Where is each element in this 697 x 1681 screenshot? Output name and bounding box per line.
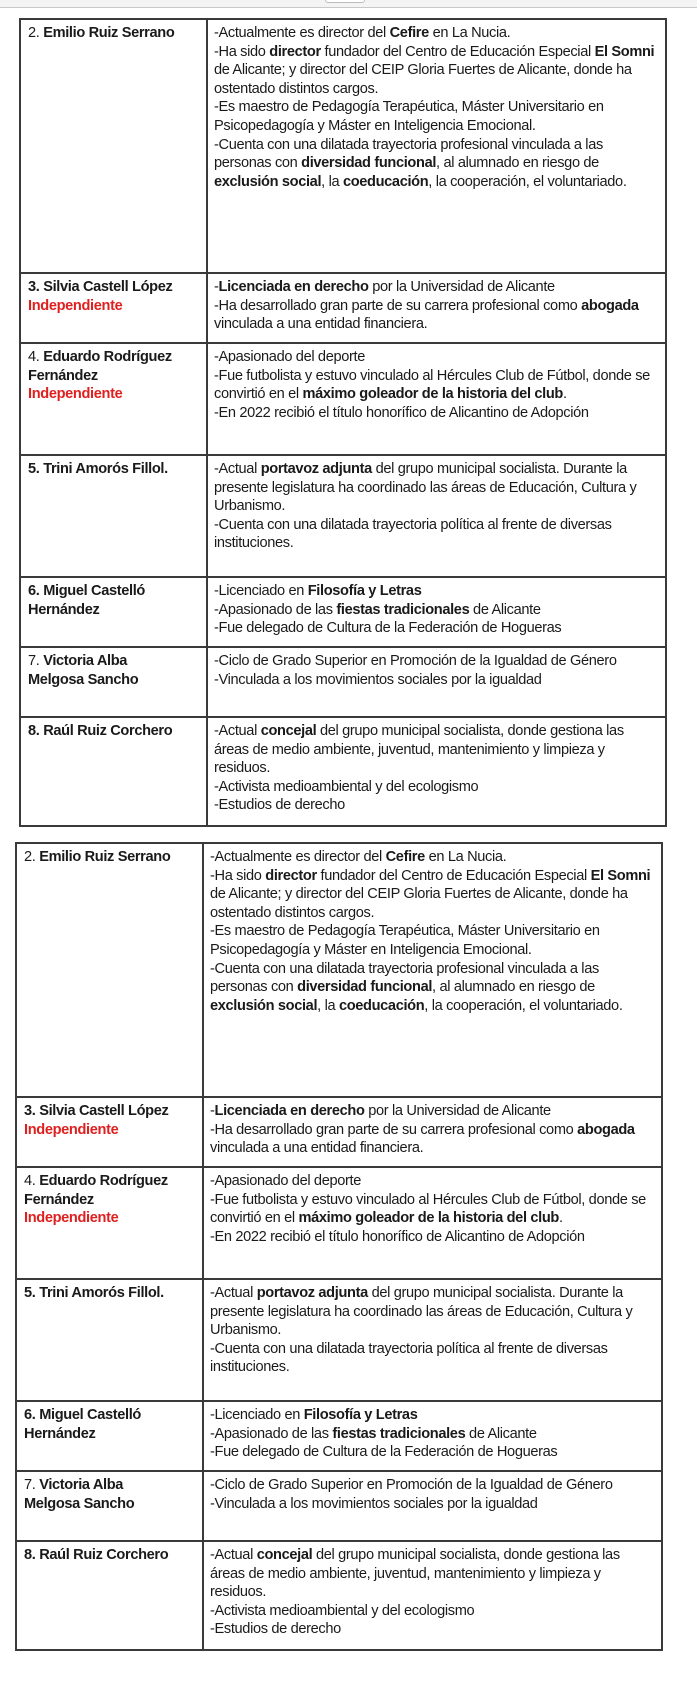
- bio-text: en La Nucia.: [428, 25, 511, 41]
- bio-text: -En 2022 recibió el título honorífico de Alicantino de Adopción: [210, 1228, 585, 1245]
- candidate-name-cell: [16, 1401, 203, 1471]
- bio-line: [214, 297, 658, 334]
- bio-line: [214, 24, 658, 43]
- bio-text: -Cuenta con una dilatada trayectoria profesional vinculada a las personas con: [210, 960, 599, 996]
- candidate-bio-cell: [207, 273, 666, 343]
- party-affiliation-label: Independiente: [24, 1210, 119, 1227]
- bio-text: de Alicante: [465, 1425, 537, 1442]
- candidate-name-text: Trini Amorós Fillol.: [39, 1285, 164, 1301]
- bio-highlight: Filosofía y Letras: [303, 1407, 418, 1423]
- candidate-bio-cell: [203, 1541, 662, 1650]
- candidate-name-cell: [20, 717, 207, 826]
- bio-text: -Fue delegado de Cultura de la Federación de Hogueras: [210, 1444, 558, 1461]
- candidate-number: 5.: [28, 461, 40, 477]
- bio-text: -Vinculada a los movimientos sociales por la igualdad: [214, 671, 542, 688]
- bio-line: [214, 619, 658, 638]
- bio-text: , la cooperación, el voluntariado.: [428, 173, 627, 190]
- bio-highlight: El Somni: [590, 867, 651, 884]
- bio-text: -Ha sido: [214, 43, 270, 60]
- bio-text: de Alicante: [469, 601, 541, 618]
- candidate-number: 4.: [28, 349, 40, 365]
- bio-line: [210, 1102, 654, 1121]
- candidate-name-text: Miguel Castelló: [39, 1407, 141, 1423]
- candidate-bio-cell: [207, 455, 666, 577]
- bio-highlight: coeducación: [342, 173, 429, 190]
- bio-highlight: director: [265, 867, 317, 884]
- bio-line: [214, 778, 658, 797]
- bio-highlight: fiestas tradicionales: [336, 601, 470, 618]
- bio-text: -Actualmente es director del: [210, 849, 386, 865]
- bio-line: [210, 1121, 654, 1158]
- bio-line: [210, 1443, 654, 1462]
- bio-line: [210, 1620, 654, 1639]
- candidate-number: 7.: [28, 653, 40, 669]
- bio-text: , la cooperación, el voluntariado.: [424, 997, 623, 1014]
- candidate-name: [24, 1476, 195, 1513]
- bio-text: -Fue futbolista y estuvo vinculado al Hércules Club de Fútbol, donde se convirtió en el: [210, 1191, 646, 1227]
- candidate-row: [20, 273, 666, 343]
- bio-text: -Activista medioambiental y del ecologismo: [210, 1602, 475, 1619]
- bio-text: -Apasionado del deporte: [210, 1173, 361, 1189]
- bio-line: [214, 367, 658, 404]
- candidate-name: [28, 24, 199, 43]
- bio-text: -Vinculada a los movimientos sociales por la igualdad: [210, 1495, 538, 1512]
- candidate-name-cell: [20, 19, 207, 273]
- bio-highlight: concejal: [256, 1547, 313, 1563]
- bio-text: fundador del Centro de Educación Especial: [316, 867, 591, 884]
- bio-line: [214, 278, 658, 297]
- bio-highlight: Licenciada en derecho: [214, 1103, 365, 1119]
- candidate-row: [16, 1471, 662, 1541]
- bio-highlight: Filosofía y Letras: [307, 583, 422, 599]
- candidate-bio-cell: [207, 19, 666, 273]
- bio-line: [210, 1191, 654, 1228]
- bio-highlight: máximo goleador de la historia del club: [298, 1210, 559, 1227]
- bio-line: [214, 43, 658, 99]
- bio-text: del grupo municipal socialista. Durante la presente legislatura ha coordinado las áreas de Educación, Cultura y Urbanismo.: [214, 461, 637, 515]
- bio-highlight: exclusión social: [214, 173, 322, 190]
- bio-highlight: máximo goleador de la historia del club: [302, 386, 563, 403]
- viewer-top-bar: [0, 0, 697, 8]
- candidate-name: [28, 652, 199, 689]
- bio-text: .: [558, 1210, 563, 1227]
- bio-highlight: portavoz adjunta: [260, 461, 372, 477]
- bio-text: de Alicante; y director del CEIP Gloria Fuertes de Alicante, donde ha ostentado distintos cargos.: [214, 62, 632, 97]
- bio-highlight: Cefire: [389, 25, 429, 41]
- candidate-row: [16, 1279, 662, 1401]
- bio-text: -Ha desarrollado gran parte de su carrera profesional como: [210, 1121, 578, 1138]
- candidate-bio-cell: [207, 647, 666, 717]
- candidates-table-duplicate: [15, 842, 663, 1651]
- candidate-name: [24, 1102, 195, 1121]
- bio-text: de Alicante; y director del CEIP Gloria Fuertes de Alicante, donde ha ostentado distintos cargos.: [210, 886, 628, 921]
- candidate-name: [24, 1284, 195, 1303]
- candidate-number: 5.: [24, 1285, 36, 1301]
- bio-text: por la Universidad de Alicante: [368, 279, 555, 295]
- bio-line: [214, 348, 658, 367]
- candidate-name-cell: [20, 455, 207, 577]
- bio-text: -Cuenta con una dilatada trayectoria política al frente de diversas instituciones.: [214, 516, 612, 552]
- candidate-name-text: Miguel Castelló: [43, 583, 145, 599]
- bio-text: , la: [321, 173, 343, 190]
- party-affiliation-label: Independiente: [28, 297, 123, 314]
- bio-line: [210, 1284, 654, 1340]
- candidate-bio-cell: [207, 577, 666, 647]
- candidate-number: 8.: [24, 1547, 36, 1563]
- candidate-name-cell: [16, 1541, 203, 1650]
- bio-line: [210, 1546, 654, 1602]
- candidate-name-cell: [16, 1097, 203, 1167]
- bio-line: [214, 722, 658, 778]
- bio-text: -Actual: [210, 1285, 257, 1301]
- candidate-name-text: Emilio Ruiz Serrano: [39, 849, 171, 865]
- candidate-name: [28, 348, 199, 385]
- candidate-name: [24, 1546, 195, 1565]
- candidate-name-text: Eduardo Rodríguez: [39, 1173, 168, 1189]
- candidate-name: [24, 1172, 195, 1209]
- bio-text: fundador del Centro de Educación Especial: [320, 43, 595, 60]
- bio-text: -Fue delegado de Cultura de la Federación de Hogueras: [214, 620, 562, 637]
- bio-text: -Cuenta con una dilatada trayectoria profesional vinculada a las personas con: [214, 136, 603, 172]
- bio-line: [210, 1476, 654, 1495]
- candidate-bio-cell: [203, 843, 662, 1097]
- bio-text: -Activista medioambiental y del ecologismo: [214, 778, 479, 795]
- bio-text: -Es maestro de Pedagogía Terapéutica, Máster Universitario en Psicopedagogía y Máster en Inteligencia Emocional.: [210, 923, 600, 958]
- bio-text: -Ha desarrollado gran parte de su carrera profesional como: [214, 297, 582, 314]
- bio-text: -: [210, 1103, 215, 1119]
- candidate-row: [16, 843, 662, 1097]
- bio-line: [210, 1340, 654, 1377]
- candidate-name-text: Victoria Alba: [39, 1477, 124, 1493]
- candidate-name: [28, 460, 199, 479]
- bio-line: [214, 516, 658, 553]
- candidate-name-text: Fernández: [28, 367, 98, 384]
- bio-line: [210, 1495, 654, 1514]
- bio-line: [214, 652, 658, 671]
- candidate-number: 6.: [28, 583, 40, 599]
- bio-line: [210, 922, 654, 959]
- candidate-row: [20, 577, 666, 647]
- bio-line: [210, 1602, 654, 1621]
- bio-text: -Fue futbolista y estuvo vinculado al Hércules Club de Fútbol, donde se convirtió en el: [214, 367, 650, 403]
- candidate-name-text: Raúl Ruiz Corchero: [39, 1547, 169, 1563]
- bio-text: por la Universidad de Alicante: [364, 1103, 551, 1119]
- candidate-bio-cell: [203, 1097, 662, 1167]
- bio-highlight: El Somni: [594, 43, 655, 60]
- candidate-number: 8.: [28, 723, 40, 739]
- bio-text: , al alumnado en riesgo de: [436, 155, 599, 172]
- candidate-bio-cell: [207, 717, 666, 826]
- bio-text: -Estudios de derecho: [214, 797, 345, 814]
- bio-text: del grupo municipal socialista. Durante la presente legislatura ha coordinado las áreas de Educación, Cultura y Urbanismo.: [210, 1285, 633, 1339]
- candidate-name-text: Trini Amorós Fillol.: [43, 461, 168, 477]
- candidate-row: [16, 1097, 662, 1167]
- bio-line: [210, 960, 654, 1016]
- bio-highlight: diversidad funcional: [301, 155, 437, 172]
- candidate-number: 7.: [24, 1477, 36, 1493]
- candidate-bio-cell: [203, 1401, 662, 1471]
- candidate-name-cell: [20, 577, 207, 647]
- bio-line: [214, 582, 658, 601]
- bio-text: -Licenciado en: [214, 583, 308, 599]
- candidate-row: [20, 19, 666, 273]
- bio-highlight: director: [269, 43, 321, 60]
- candidate-bio-cell: [203, 1471, 662, 1541]
- bio-line: [210, 1425, 654, 1444]
- bio-text: del grupo municipal socialista, donde gestiona las áreas de medio ambiente, juventud, mantenimiento y limpieza y residuos.: [214, 723, 624, 777]
- bio-highlight: Licenciada en derecho: [218, 279, 369, 295]
- bio-line: [214, 404, 658, 423]
- bio-text: -Es maestro de Pedagogía Terapéutica, Máster Universitario en Psicopedagogía y Máster en Inteligencia Emocional.: [214, 99, 604, 134]
- bio-line: [210, 1406, 654, 1425]
- candidate-name-text: Hernández: [24, 1425, 96, 1442]
- candidate-number: 3.: [28, 279, 40, 295]
- candidate-name-cell: [20, 343, 207, 455]
- bio-highlight: coeducación: [338, 997, 425, 1014]
- bio-text: del grupo municipal socialista, donde gestiona las áreas de medio ambiente, juventud, mantenimiento y limpieza y residuos.: [210, 1547, 620, 1601]
- bio-highlight: concejal: [260, 723, 317, 739]
- candidate-row: [16, 1167, 662, 1279]
- candidate-name-text: Melgosa Sancho: [28, 671, 139, 688]
- candidate-name-text: Melgosa Sancho: [24, 1495, 135, 1512]
- candidate-name: [28, 582, 199, 619]
- party-affiliation-label: Independiente: [28, 386, 123, 403]
- bio-text: -Actual: [214, 461, 261, 477]
- bio-line: [210, 848, 654, 867]
- bio-text: -Actual: [214, 723, 261, 739]
- candidate-number: 6.: [24, 1407, 36, 1423]
- bio-text: -Actual: [210, 1547, 257, 1563]
- candidate-name-text: Silvia Castell López: [39, 1103, 169, 1119]
- bio-text: -Apasionado de las: [210, 1425, 333, 1442]
- bio-text: -Ciclo de Grado Superior en Promoción de la Igualdad de Género: [214, 653, 617, 669]
- bio-line: [210, 1172, 654, 1191]
- candidate-name-text: Raúl Ruiz Corchero: [43, 723, 173, 739]
- bio-text: -En 2022 recibió el título honorífico de Alicantino de Adopción: [214, 404, 589, 421]
- candidate-name-text: Victoria Alba: [43, 653, 128, 669]
- candidate-name-text: Eduardo Rodríguez: [43, 349, 172, 365]
- bio-text: -Licenciado en: [210, 1407, 304, 1423]
- candidate-name-cell: [20, 273, 207, 343]
- candidate-name-cell: [20, 647, 207, 717]
- candidate-row: [20, 343, 666, 455]
- bio-text: vinculada a una entidad financiera.: [210, 1140, 424, 1157]
- bio-line: [210, 1228, 654, 1247]
- candidate-name-text: Emilio Ruiz Serrano: [43, 25, 175, 41]
- bio-text: -Ha sido: [210, 867, 266, 884]
- candidate-number: 2.: [24, 849, 36, 865]
- bio-text: -Apasionado del deporte: [214, 349, 365, 365]
- bio-text: -Cuenta con una dilatada trayectoria política al frente de diversas instituciones.: [210, 1340, 608, 1376]
- candidate-name-cell: [16, 1167, 203, 1279]
- bio-line: [214, 136, 658, 192]
- candidate-name: [24, 1406, 195, 1443]
- toolbar-handle[interactable]: [325, 0, 365, 3]
- bio-text: , al alumnado en riesgo de: [432, 979, 595, 996]
- candidate-name-text: Silvia Castell López: [43, 279, 173, 295]
- candidate-number: 2.: [28, 25, 40, 41]
- bio-text: vinculada a una entidad financiera.: [214, 316, 428, 333]
- candidate-row: [16, 1541, 662, 1650]
- party-affiliation-label: Independiente: [24, 1121, 119, 1138]
- bio-line: [214, 601, 658, 620]
- candidate-row: [20, 455, 666, 577]
- candidates-table: [19, 18, 667, 827]
- candidate-name: [28, 278, 199, 297]
- bio-text: -Actualmente es director del: [214, 25, 390, 41]
- candidate-bio-cell: [207, 343, 666, 455]
- bio-highlight: diversidad funcional: [297, 979, 433, 996]
- bio-highlight: portavoz adjunta: [256, 1285, 368, 1301]
- bio-text: -Estudios de derecho: [210, 1621, 341, 1638]
- candidate-row: [16, 1401, 662, 1471]
- candidate-bio-cell: [203, 1279, 662, 1401]
- bio-text: .: [562, 386, 567, 403]
- candidate-name: [24, 848, 195, 867]
- candidate-name-cell: [16, 1471, 203, 1541]
- bio-line: [214, 796, 658, 815]
- bio-highlight: fiestas tradicionales: [332, 1425, 466, 1442]
- candidate-number: 4.: [24, 1173, 36, 1189]
- candidate-name-text: Hernández: [28, 601, 100, 618]
- bio-text: -Apasionado de las: [214, 601, 337, 618]
- bio-text: -: [214, 279, 219, 295]
- bio-line: [214, 98, 658, 135]
- bio-highlight: Cefire: [385, 849, 425, 865]
- candidate-number: 3.: [24, 1103, 36, 1119]
- bio-text: -Ciclo de Grado Superior en Promoción de la Igualdad de Género: [210, 1477, 613, 1493]
- bio-text: en La Nucia.: [424, 849, 507, 865]
- bio-line: [214, 460, 658, 516]
- candidate-name-text: Fernández: [24, 1191, 94, 1208]
- candidate-row: [20, 717, 666, 826]
- candidate-name-cell: [16, 843, 203, 1097]
- candidate-name: [28, 722, 199, 741]
- bio-highlight: abogada: [577, 1121, 635, 1138]
- candidate-bio-cell: [203, 1167, 662, 1279]
- bio-line: [214, 671, 658, 690]
- bio-highlight: exclusión social: [210, 997, 318, 1014]
- candidate-row: [20, 647, 666, 717]
- bio-highlight: abogada: [581, 297, 639, 314]
- candidate-name-cell: [16, 1279, 203, 1401]
- bio-line: [210, 867, 654, 923]
- bio-text: , la: [317, 997, 339, 1014]
